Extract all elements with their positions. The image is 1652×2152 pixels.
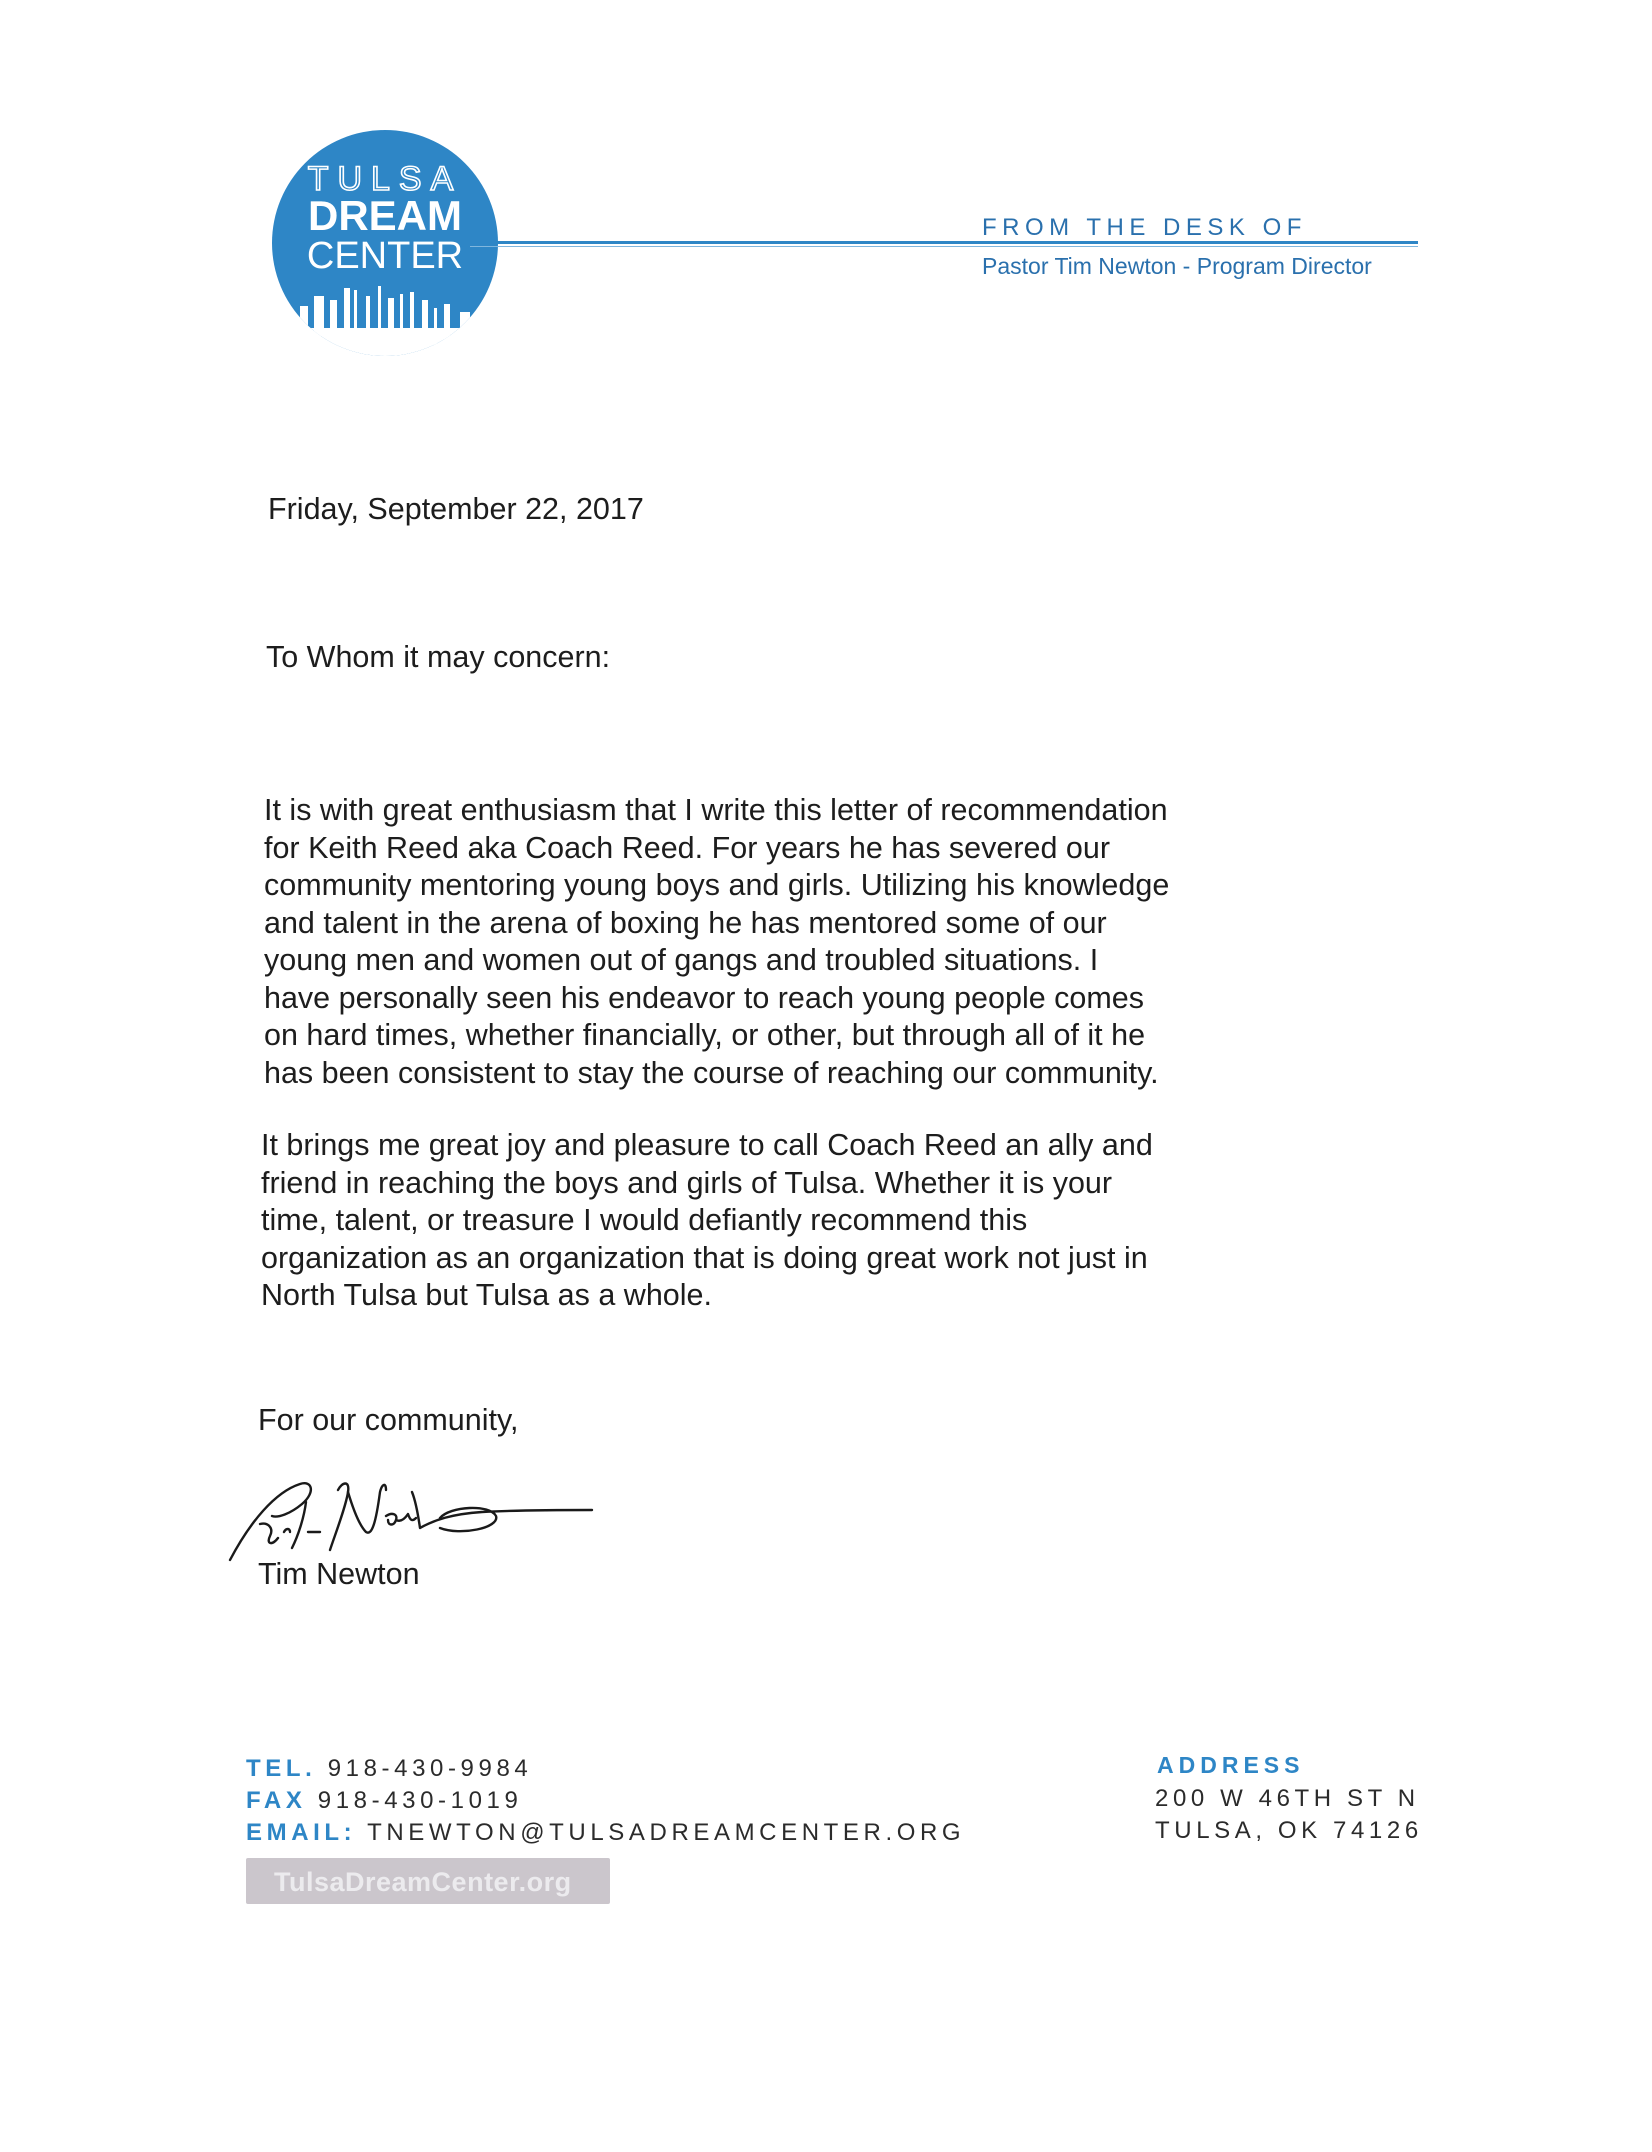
tel-label: TEL. xyxy=(246,1755,317,1782)
paragraph-line: It is with great enthusiasm that I write this letter of recommendation xyxy=(264,793,1168,827)
paragraph-line: time, talent, or treasure I would defiantly recommend this xyxy=(261,1203,1028,1237)
email-label: EMAIL: xyxy=(246,1819,357,1846)
paragraph-2 xyxy=(261,1127,1153,1315)
paragraph-line: young men and women out of gangs and troubled situations. I xyxy=(264,943,1099,977)
fax-label: FAX xyxy=(246,1787,307,1814)
handwritten-signature xyxy=(220,1462,600,1572)
website-badge xyxy=(246,1858,610,1904)
paragraph-line: organization as an organization that is doing great work not just in xyxy=(261,1240,1148,1275)
tel-value: 918-430-9984 xyxy=(327,1755,533,1782)
paragraph-line: community mentoring young boys and girls. Utilizing his knowledge xyxy=(264,868,1170,902)
paragraph-1 xyxy=(264,792,1169,1092)
author-title: Pastor Tim Newton - Program Director xyxy=(982,253,1372,279)
address-line-2: TULSA, OK 74126 xyxy=(1155,1817,1423,1844)
letter-date: Friday, September 22, 2017 xyxy=(268,492,644,526)
email-value: TNEWTON@TULSADREAMCENTER.ORG xyxy=(367,1819,966,1846)
letter-greeting: To Whom it may concern: xyxy=(266,640,611,674)
paragraph-line: have personally seen his endeavor to reach young people comes xyxy=(264,980,1144,1015)
logo-line1: TULSA xyxy=(307,160,463,198)
letterhead-rule-thin xyxy=(470,246,1418,247)
paragraph-line: North Tulsa but Tulsa as a whole. xyxy=(261,1278,712,1312)
address-line-1: 200 W 46TH ST N xyxy=(1155,1785,1420,1812)
from-the-desk-of: FROM THE DESK OF xyxy=(982,214,1307,241)
paragraph-line: has been consistent to stay the course of reaching our community. xyxy=(264,1055,1159,1090)
logo-line3: CENTER xyxy=(306,235,464,277)
letter-closing: For our community, xyxy=(258,1403,519,1437)
footer-telephone xyxy=(246,1755,532,1783)
footer-email xyxy=(246,1819,965,1847)
paragraph-line: for Keith Reed aka Coach Reed. For years he has severed our xyxy=(264,830,1110,865)
fax-value: 918-430-1019 xyxy=(317,1787,523,1814)
tulsa-dream-center-logo xyxy=(270,128,500,358)
paragraph-line: It brings me great joy and pleasure to call Coach Reed an ally and xyxy=(261,1128,1153,1162)
logo-line2: DREAM xyxy=(308,192,462,239)
website-text: TulsaDreamCenter.org xyxy=(274,1867,572,1897)
paragraph-line: friend in reaching the boys and girls of Tulsa. Whether it is your xyxy=(261,1165,1113,1200)
signer-name: Tim Newton xyxy=(258,1557,420,1591)
footer-fax xyxy=(246,1787,522,1815)
address-label: ADDRESS xyxy=(1157,1752,1305,1778)
paragraph-line: and talent in the arena of boxing he has mentored some of our xyxy=(264,905,1107,940)
logo-graphic xyxy=(270,128,500,358)
paragraph-line: on hard times, whether financially, or other, but through all of it he xyxy=(264,1018,1146,1052)
